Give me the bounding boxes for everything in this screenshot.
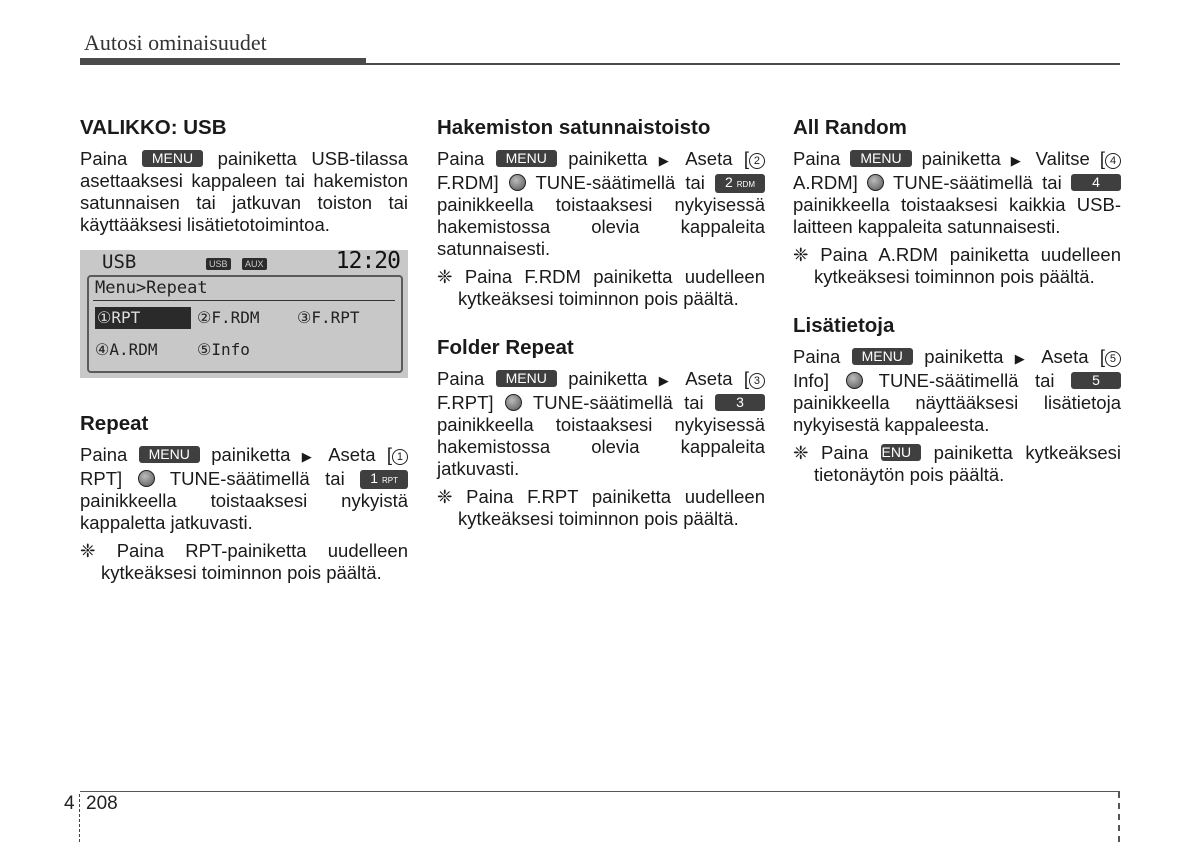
text: Paina F.RPT painiketta uudelleen kytkeäksesi toiminnon pois päältä. [452,486,765,529]
circled-number-icon: 2 [749,153,765,169]
all-random-note [793,244,1121,288]
text: painiketta [199,444,302,465]
text: Valitse [ [1025,148,1105,169]
arrow-right-icon: ▶ [1010,153,1026,168]
text: TUNE-säätimellä tai [862,370,1071,391]
note-symbol-icon: ❈ [437,486,453,507]
heading-folder-repeat: Folder Repeat [437,336,574,359]
lcd-menu-path: Menu>Repeat [95,278,208,298]
text: Paina F.RDM painiketta uudelleen kytkeäksesi toiminnon pois päältä. [452,266,765,309]
repeat-paragraph [80,444,408,534]
circled-number-icon: 3 [749,373,765,389]
info-paragraph [793,346,1121,436]
menu-key-icon: MENU [850,150,911,167]
tune-knob-icon [509,174,526,191]
tune-knob-icon [846,372,863,389]
heading-folder-random: Hakemiston satunnaistoisto [437,116,711,139]
text: F.RPT] [437,392,505,413]
text: painikkeella toistaaksesi kaikkia USB-laitteen kappaleita satunnaisesti. [793,194,1121,237]
key-number: 2 [724,174,733,190]
text: Aseta [ [674,148,749,169]
arrow-right-icon: ▶ [1014,351,1031,366]
text: Paina [808,442,881,463]
note-symbol-icon: ❈ [80,540,96,561]
text: Aseta [ [1030,346,1105,367]
folder-repeat-note [437,486,765,530]
text: Info] [793,370,846,391]
page-number: 208 [86,793,118,814]
text: Paina [793,148,851,169]
text: Paina [80,148,142,169]
text: painiketta [556,368,659,389]
intro-paragraph [80,148,408,236]
text: Paina [437,148,496,169]
arrow-right-icon: ▶ [658,373,675,388]
repeat-note [80,540,408,584]
text: painikkeella toistaaksesi nykyisessä hakemistossa olevia kappaleita satunnaisesti. [437,194,765,259]
text: Paina RPT-painiketta uudelleen kytkeäksesi toiminnon pois päältä. [95,540,408,583]
text: Paina [437,368,496,389]
column-usb-menu [80,116,408,584]
lcd-option-rpt: ①RPT [95,307,191,329]
footer-divider [79,794,81,842]
lcd-usb-badge: USB [206,258,231,270]
text: F.RDM] [437,172,509,193]
heading-usb-menu: VALIKKO: USB [80,116,227,139]
circled-number-icon: 5 [1105,351,1121,367]
text: painiketta [911,148,1011,169]
all-random-paragraph [793,148,1121,238]
folder-repeat-paragraph [437,368,765,480]
text: painikkeella toistaaksesi nykyistä kappaletta jatkuvasti. [80,490,408,533]
text: Paina A.RDM painiketta uudelleen kytkeäksesi toiminnon pois päältä. [808,244,1121,287]
info-note [793,442,1121,486]
preset-key-icon: 4 [1071,174,1121,191]
text: painiketta [556,148,659,169]
text: painiketta [912,346,1015,367]
text: painiketta USB-tilassa asettaaksesi kappaleen tai hakemiston satunnaisen tai jatkuvan toiston tai käyttääksesi lisätietotoimintoa. [80,148,408,235]
menu-key-icon: MENU [139,446,200,463]
text: Paina [793,346,852,367]
section-title: Autosi ominaisuudet [84,30,267,55]
chapter-number: 4 [64,793,75,814]
key-number: 1 [370,470,378,486]
header-rule [366,63,1120,65]
circled-number-icon: 4 [1105,153,1121,169]
menu-key-icon: MENU [852,348,913,365]
preset-key-icon: 5 [1071,372,1121,389]
arrow-right-icon: ▶ [658,153,675,168]
lcd-option-frpt: ③F.RPT [297,308,360,327]
folder-random-note [437,266,765,310]
text: Aseta [ [317,444,392,465]
lcd-clock: 12:20 [335,248,400,274]
lcd-aux-badge: AUX [242,258,267,270]
column-folder [437,116,765,530]
tune-knob-icon [505,394,522,411]
arrow-right-icon: ▶ [301,449,318,464]
menu-key-icon: MENU [496,150,557,167]
text: painikkeella toistaaksesi nykyisessä hakemistossa olevia kappaleita jatkuvasti. [437,414,765,479]
lcd-option-info: ⑤Info [197,340,250,359]
preset-key-icon [715,174,765,193]
lcd-mode: USB [102,251,137,273]
lcd-display [80,250,408,378]
text: TUNE-säätimellä tai [884,172,1071,193]
note-symbol-icon: ❈ [793,442,809,463]
lcd-option-ardm: ④A.RDM [95,340,158,359]
heading-info: Lisätietoja [793,314,895,337]
note-symbol-icon: ❈ [437,266,453,287]
menu-key-icon: MENU [881,444,921,461]
menu-key-icon: MENU [142,150,203,167]
footer-rule [80,791,1120,792]
lcd-option-frdm: ②F.RDM [197,308,260,327]
heading-repeat: Repeat [80,412,149,435]
tune-knob-icon [867,174,884,191]
text: RPT] [80,468,138,489]
note-symbol-icon: ❈ [793,244,809,265]
column-random-info [793,116,1121,486]
text: Paina [80,444,139,465]
text: TUNE-säätimellä tai [154,468,361,489]
preset-key-icon: 3 [715,394,765,411]
text: TUNE-säätimellä tai [525,172,715,193]
heading-all-random: All Random [793,116,907,139]
text: Aseta [ [674,368,749,389]
preset-key-icon [360,470,408,489]
crop-mark [1118,792,1120,842]
lcd-menu-panel [87,275,403,373]
text: TUNE-säätimellä tai [521,392,716,413]
lcd-top-bar [80,250,408,275]
folder-random-paragraph [437,148,765,260]
header-bar [80,58,366,65]
lcd-divider [93,300,395,301]
key-sub-label: RDM [736,180,755,189]
text: painiketta kytkeäksesi tietonäytön pois päältä. [814,442,1121,485]
text: A.RDM] [793,172,868,193]
menu-key-icon: MENU [496,370,557,387]
circled-number-icon: 1 [392,449,408,465]
key-sub-label: RPT [382,476,398,485]
text: painikkeella näyttääksesi lisätietoja nykyisestä kappaleesta. [793,392,1121,435]
tune-knob-icon [138,470,155,487]
